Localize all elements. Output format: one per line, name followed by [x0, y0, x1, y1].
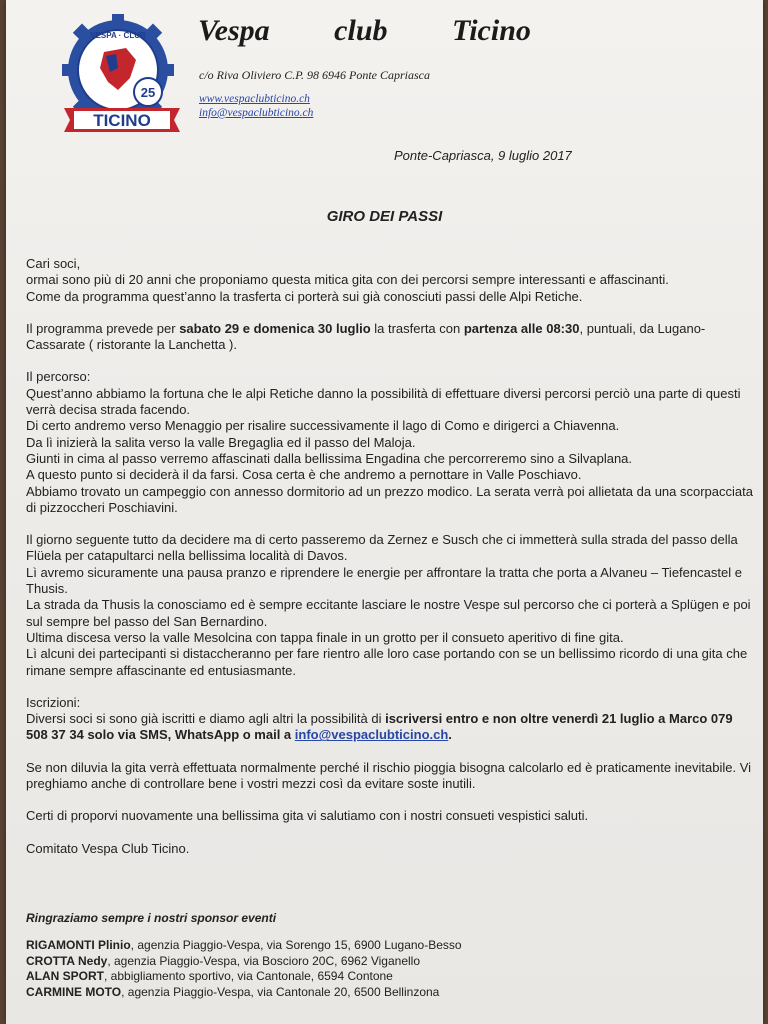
registration-heading: Iscrizioni:: [26, 694, 81, 710]
program-text-3: , puntuali, da Lugano-Cassarate ( ristorante la Lanchetta ).: [26, 320, 706, 353]
program-departure: partenza alle 08:30: [463, 320, 580, 336]
intro-line-2: Come da programma quest’anno la trasferta ci porterà sui già conosciuti passi delle Alpi Retiche.: [26, 288, 583, 304]
website-link[interactable]: www.vespaclubticino.ch: [199, 93, 310, 105]
logo-badge-25: 25: [140, 85, 156, 100]
sponsor-item: [26, 985, 462, 1001]
email-link[interactable]: info@vespaclubticino.ch: [199, 107, 314, 119]
signature: Comitato Vespa Club Ticino.: [26, 840, 190, 856]
sponsor-detail: , agenzia Piaggio-Vespa, via Boscioro 20C, 6962 Viganello: [107, 953, 420, 968]
sponsor-detail: , abbigliamento sportivo, via Cantonale, 6594 Contone: [104, 969, 393, 983]
program-text-2: la trasferta con: [370, 320, 464, 336]
route-paragraph: [26, 369, 754, 516]
registration-text: Diversi soci si sono già iscritti e diamo agli altri la possibilità di: [26, 711, 386, 727]
route-line: A questo punto si deciderà il da farsi. Cosa certa è che andremo a pernottare in Valle Poschiavo.: [26, 467, 582, 483]
rain-paragraph: Se non diluvia la gita verrà effettuata normalmente perché il rischio pioggia bisogna calcolarlo ed è praticamente inevitabile. Vi preghiamo anche di controllare bene i vostri mezzi così da evitare soste inutili.: [26, 759, 752, 792]
route-line: Di certo andremo verso Menaggio per risalire successivamente il lago di Como e dirigerci a Chiavenna.: [26, 418, 620, 434]
day2-line: Lì alcuni dei partecipanti si distaccheranno per fare rientro alle loro case portando con se un bellissimo ricordo di una gita che rimane sempre affascinante ed entusiasmante.: [26, 646, 748, 678]
letter-body: [26, 256, 754, 873]
club-name: Vespa club Ticino: [198, 14, 531, 47]
day2-line: Il giorno seguente tutto da decidere ma di certo passeremo da Zernez e Susch che ci immetterà sulla strada del passo della Flüela per catapultarci nella bellissima località di Davos.: [26, 532, 738, 564]
sponsor-heading: Ringraziamo sempre i nostri sponsor eventi: [26, 911, 277, 925]
contact-block: [199, 92, 313, 120]
sponsor-item: [26, 954, 462, 970]
sponsor-name: RIGAMONTI Plinio: [26, 938, 131, 952]
route-heading: Il percorso:: [26, 369, 91, 385]
sponsor-item: [26, 938, 462, 954]
registration-email-link[interactable]: info@vespaclubticino.ch: [294, 727, 449, 743]
greeting-paragraph: [26, 256, 754, 305]
sponsor-detail: , agenzia Piaggio-Vespa, via Sorengo 15, 6900 Lugano-Besso: [130, 938, 462, 952]
route-line: Da lì inizierà la salita verso la valle Bregaglia ed il passo del Maloja.: [26, 434, 416, 450]
vespa-club-ticino-logo: [56, 12, 188, 140]
program-text: Il programma prevede per: [26, 320, 180, 336]
closing-paragraph: Certi di proporvi nuovamente una bellissima gita vi salutiamo con i nostri consueti vespistici saluti.: [26, 808, 589, 824]
letter-page: [6, 0, 763, 1024]
greeting-line: Cari soci,: [26, 256, 81, 271]
day2-line: La strada da Thusis la conosciamo ed è sempre eccitante lasciare le nostre Vespe sul percorso che ci porterà a Splügen e poi sul sempre bel passo del San Bernardino.: [26, 597, 751, 629]
sponsor-name: ALAN SPORT: [26, 969, 104, 983]
day2-line: Lì avremo sicuramente una pausa pranzo e riprendere le energie per affrontare la tratta che porta a Alvaneu – Tiefencastel e Thusis.: [26, 564, 742, 597]
day2-line: Ultima discesa verso la valle Mesolcina con tappa finale in un grotto per il consueto aperitivo di fine gita.: [26, 629, 624, 645]
sponsor-name: CROTTA Nedy: [26, 953, 108, 968]
program-paragraph: [26, 321, 754, 354]
route-line: Giunti in cima al passo verremo affascinati dalla bellissima Engadina che percorreremo sino a Silvaplana.: [26, 450, 633, 466]
second-day-paragraph: [26, 532, 754, 679]
sponsor-name: CARMINE MOTO: [26, 984, 122, 999]
registration-deadline: iscriversi entro e non oltre venerdì 21 luglio a Marco 079 508 37 34 solo via SMS, WhatsApp o mail a: [26, 711, 733, 743]
letter-subject: GIRO DEI PASSI: [326, 208, 443, 225]
sponsor-item: [26, 969, 462, 985]
registration-paragraph: [26, 695, 754, 744]
registration-period: .: [448, 727, 452, 743]
date-line: Ponte-Capriasca, 9 luglio 2017: [394, 148, 572, 163]
club-address: c/o Riva Oliviero C.P. 98 6946 Ponte Capriasca: [199, 68, 430, 82]
sponsor-list: [26, 938, 462, 1000]
route-line: Quest’anno abbiamo la fortuna che le alpi Retiche danno la possibilità di effettuare diversi percorsi perciò una parte di questi verrà decisa strada facendo.: [26, 385, 741, 418]
route-line: Abbiamo trovato un campeggio con annesso dormitorio ad un prezzo modico. La serata verrà poi allietata da una scorpacciata di pizzoccheri Poschiavini.: [26, 483, 753, 515]
program-dates: sabato 29 e domenica 30 luglio: [179, 320, 371, 336]
intro-line: ormai sono più di 20 anni che proponiamo questa mitica gita con dei percorsi sempre interessanti e affascinanti.: [26, 272, 669, 288]
sponsor-detail: , agenzia Piaggio-Vespa, via Cantonale 20, 6500 Bellinzona: [121, 984, 440, 999]
logo-banner-text: TICINO: [93, 111, 151, 130]
logo-top-text: VESPA · CLUB: [90, 31, 146, 40]
